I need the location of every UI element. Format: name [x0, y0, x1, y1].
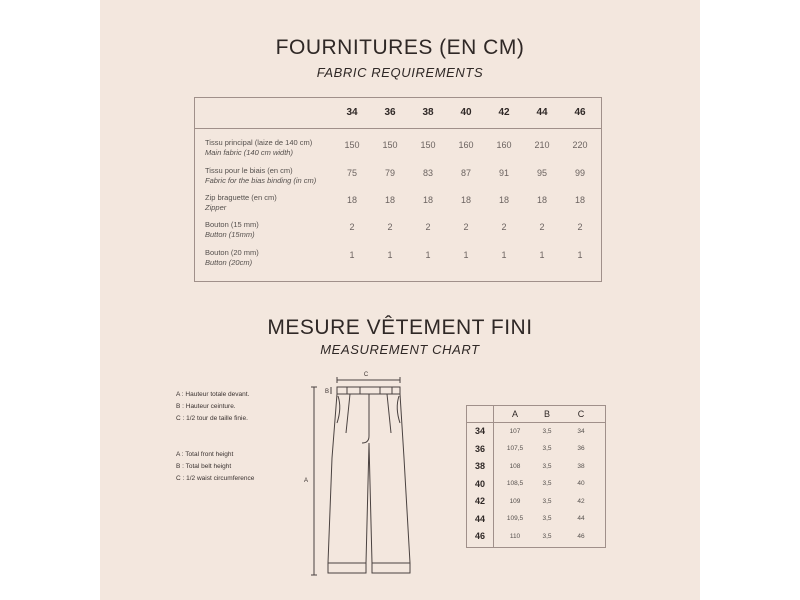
- label-french: Bouton (15 mm): [205, 220, 259, 229]
- label-french: Bouton (20 mm): [205, 248, 259, 257]
- fabric-cell: 2: [577, 222, 583, 232]
- fabric-cell: 2: [387, 222, 393, 232]
- fabric-cell: 150: [420, 140, 436, 150]
- measure-cell: 3,5: [542, 480, 552, 487]
- measure-size-label: 36: [474, 443, 485, 454]
- legend-french: [176, 389, 249, 425]
- measure-subtitle: MEASUREMENT CHART: [320, 342, 480, 357]
- right-pocket: [397, 396, 400, 423]
- fabric-table-header-rule: [195, 128, 601, 129]
- fabric-cell: 79: [384, 168, 395, 178]
- fabric-cell: 1: [463, 250, 469, 260]
- label-english: Zipper: [205, 203, 227, 212]
- fabric-table: [194, 97, 602, 282]
- fabric-cell: 210: [534, 140, 550, 150]
- waistband: [337, 387, 400, 394]
- size-header: 44: [536, 107, 548, 118]
- measure-column-header: B: [543, 409, 550, 419]
- fabric-cell: 160: [496, 140, 512, 150]
- measure-cell: 109: [509, 497, 521, 505]
- measurement-table-col-rule: [493, 406, 494, 547]
- fabric-subtitle: FABRIC REQUIREMENTS: [316, 65, 484, 80]
- fabric-cell: 91: [498, 168, 509, 178]
- measurement-table-header-rule: [467, 422, 605, 423]
- measure-cell: 110: [509, 532, 521, 540]
- fabric-cell: 150: [344, 140, 360, 150]
- measure-cell: 38: [577, 462, 585, 470]
- label-b: B: [325, 389, 330, 395]
- fabric-cell: 220: [572, 140, 588, 150]
- left-pocket: [337, 396, 340, 423]
- measure-size-label: 44: [474, 513, 485, 524]
- measure-size-label: 46: [474, 531, 485, 541]
- measure-cell: 108: [509, 462, 521, 470]
- measure-cell: 40: [577, 480, 585, 487]
- fabric-cell: 99: [574, 168, 585, 178]
- fabric-cell: 2: [463, 222, 469, 232]
- fabric-cell: 18: [498, 195, 509, 205]
- fabric-cell: 18: [574, 195, 585, 205]
- measure-cell: 3,5: [542, 462, 552, 470]
- measure-column-header: A: [511, 409, 518, 419]
- measure-cell: 3,5: [542, 497, 552, 505]
- fabric-row-label: [205, 220, 259, 240]
- label-english: Button (15mm): [205, 230, 255, 239]
- label-c: C: [363, 372, 369, 378]
- size-header: 34: [346, 107, 358, 118]
- fabric-cell: 2: [539, 222, 545, 232]
- fabric-row-label: [205, 248, 259, 268]
- size-header: 38: [422, 107, 434, 118]
- legend-line: A : Total front height: [176, 451, 234, 458]
- fabric-cell: 1: [387, 250, 393, 260]
- measure-cell: 44: [577, 515, 585, 522]
- fabric-title: FOURNITURES (EN CM): [275, 36, 525, 59]
- measure-size-label: 40: [474, 478, 485, 489]
- fly-stitch: [362, 394, 369, 443]
- measure-cell: 3,5: [542, 515, 552, 522]
- legend-line: A : Hauteur totale devant.: [176, 391, 250, 398]
- label-french: Tissu pour le biais (en cm): [205, 166, 293, 175]
- label-english: Fabric for the bias binding (in cm): [205, 176, 317, 185]
- fabric-cell: 87: [460, 168, 471, 178]
- fabric-cell: 1: [349, 250, 355, 260]
- fabric-cell: 2: [425, 222, 431, 232]
- label-english: Button (20cm): [205, 258, 253, 267]
- label-a: A: [304, 478, 309, 484]
- measure-size-label: 42: [474, 496, 485, 506]
- fabric-cell: 18: [384, 195, 395, 205]
- fabric-cell: 1: [501, 250, 507, 260]
- fabric-row-label: [205, 193, 277, 213]
- measure-title: MESURE VÊTEMENT FINI: [267, 316, 533, 339]
- measure-cell: 34: [577, 427, 585, 435]
- measure-cell: 42: [577, 497, 585, 505]
- fabric-cell: 160: [458, 140, 474, 150]
- size-header: 46: [574, 107, 586, 118]
- legend-line: C : 1/2 tour de taille finie.: [176, 415, 248, 422]
- measurement-table: [466, 405, 606, 548]
- label-english: Main fabric (140 cm width): [205, 148, 293, 157]
- label-french: Zip braguette (en cm): [205, 193, 277, 202]
- fabric-cell: 1: [577, 250, 583, 260]
- measure-cell: 107,5: [506, 445, 524, 452]
- legend-line: B : Total belt height: [176, 463, 232, 470]
- measure-cell: 3,5: [542, 532, 552, 540]
- size-header: 40: [460, 107, 472, 118]
- measure-cell: 109,5: [506, 515, 524, 522]
- fabric-cell: 150: [382, 140, 398, 150]
- fabric-cell: 2: [501, 222, 507, 232]
- fabric-cell: 83: [422, 168, 433, 178]
- legend-line: B : Hauteur ceinture.: [176, 403, 236, 410]
- fabric-cell: 2: [349, 222, 355, 232]
- fabric-row-label: [205, 138, 312, 158]
- label-french: Tissu principal (laize de 140 cm): [205, 138, 313, 147]
- measure-size-label: 34: [474, 426, 485, 436]
- pleat-right: [387, 394, 391, 433]
- size-header: 42: [498, 107, 510, 118]
- measure-size-label: 38: [474, 461, 485, 471]
- measure-cell: 46: [577, 532, 585, 540]
- fabric-cell: 75: [346, 168, 357, 178]
- fabric-cell: 18: [346, 195, 357, 205]
- fabric-cell: 18: [536, 195, 547, 205]
- fabric-cell: 18: [422, 195, 433, 205]
- size-header: 36: [384, 107, 396, 118]
- legend-english: [176, 449, 254, 485]
- fabric-cell: 18: [460, 195, 471, 205]
- measure-cell: 107: [509, 427, 521, 435]
- measure-column-header: C: [577, 409, 585, 419]
- measure-cell: 3,5: [542, 427, 552, 435]
- fabric-cell: 95: [536, 168, 547, 178]
- trousers-diagram: [300, 368, 430, 578]
- measure-cell: 3,5: [542, 445, 552, 452]
- legend-line: C : 1/2 waist circumference: [176, 475, 255, 482]
- measure-cell: 108,5: [506, 480, 524, 487]
- fabric-row-label: [205, 166, 316, 186]
- measure-cell: 36: [577, 445, 585, 452]
- fabric-cell: 1: [539, 250, 545, 260]
- fabric-cell: 1: [425, 250, 431, 260]
- pleat-left: [346, 394, 350, 433]
